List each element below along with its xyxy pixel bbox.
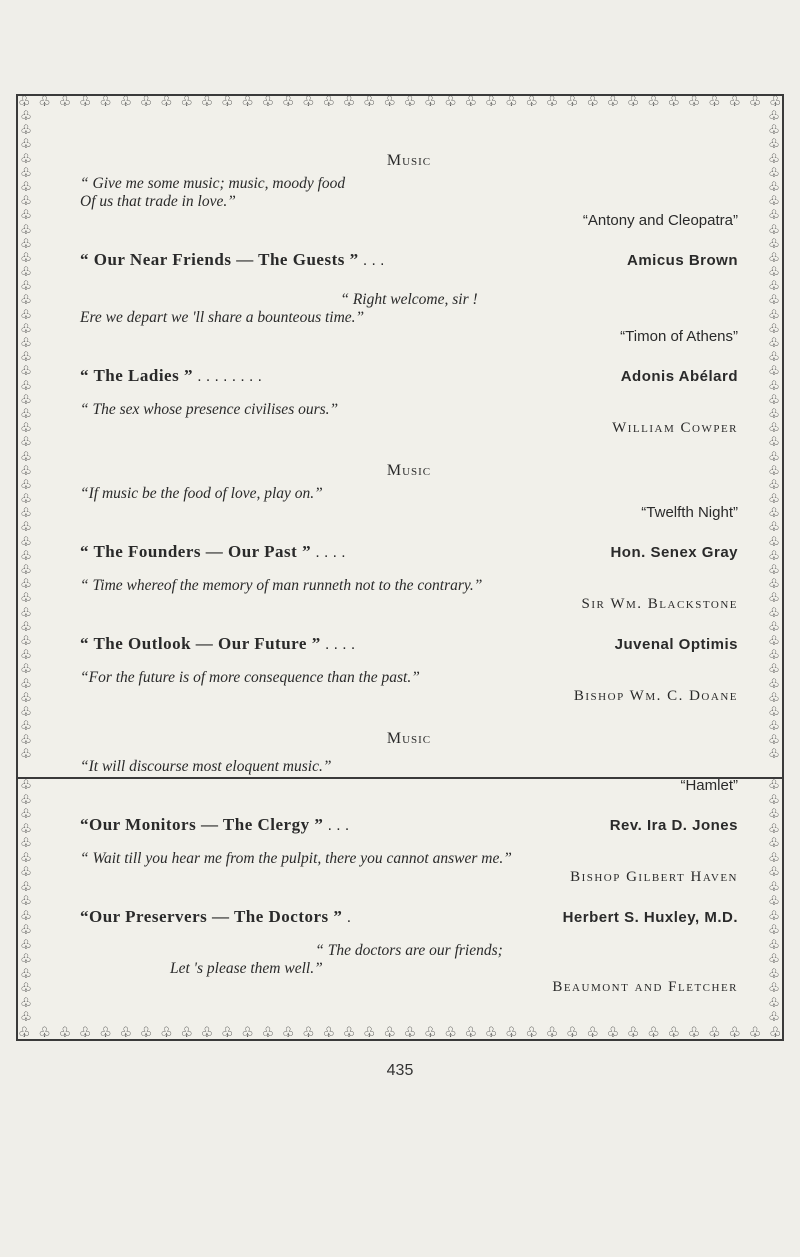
border-ornament-icon: ♧ xyxy=(687,94,701,110)
border-ornament-icon: ♧ xyxy=(20,110,32,124)
page-border-frame xyxy=(16,94,784,779)
border-ornament-icon: ♧ xyxy=(768,406,780,422)
border-ornament-icon: ♧ xyxy=(768,151,780,167)
border-ornament-icon: ♧ xyxy=(20,995,32,1011)
border-ornament-icon: ♧ xyxy=(484,1025,498,1041)
border-ornament-icon: ♧ xyxy=(768,463,780,479)
border-ornament-icon: ♧ xyxy=(261,1025,275,1041)
border-ornament-icon: ♧ xyxy=(99,94,112,110)
border-ornament-icon: ♧ xyxy=(768,995,780,1011)
border-ornament-icon: ♧ xyxy=(20,307,32,323)
border-ornament-icon: ♧ xyxy=(20,966,32,982)
border-ornament-icon: ♧ xyxy=(20,690,32,706)
border-ornament-icon: ♧ xyxy=(464,94,478,110)
border-ornament-icon: ♧ xyxy=(20,591,32,607)
border-ornament-icon: ♧ xyxy=(768,421,780,437)
border-ornament-icon: ♧ xyxy=(20,250,32,266)
border-ornament-icon: ♧ xyxy=(768,378,780,394)
border-ornament-icon: ♧ xyxy=(768,492,780,508)
border-ornament-icon: ♧ xyxy=(748,1025,762,1041)
border-ornament-icon: ♧ xyxy=(768,792,780,808)
toast-speaker: Herbert S. Huxley, M.D. xyxy=(562,909,738,926)
border-ornament-icon: ♧ xyxy=(20,548,32,564)
border-ornament-icon: ♧ xyxy=(768,1025,782,1041)
border-ornament-icon: ♧ xyxy=(20,908,32,924)
border-ornament-icon: ♧ xyxy=(20,648,32,664)
border-ornament-icon: ♧ xyxy=(768,619,780,635)
border-ornament-icon: ♧ xyxy=(20,463,32,479)
border-ornament-icon: ♧ xyxy=(20,506,32,522)
border-ornament-icon: ♧ xyxy=(768,534,780,550)
quote-line: “ Give me some music; music, moody food xyxy=(80,175,346,192)
page-number: 435 xyxy=(386,1062,414,1079)
border-ornament-icon: ♧ xyxy=(20,449,32,465)
border-ornament-icon: ♧ xyxy=(708,94,721,110)
border-ornament-icon: ♧ xyxy=(20,392,32,408)
border-ornament-icon: ♧ xyxy=(768,577,780,593)
border-ornament-icon: ♧ xyxy=(768,110,780,124)
border-ornament-icon: ♧ xyxy=(626,1025,640,1041)
border-ornament-icon: ♧ xyxy=(768,591,780,607)
border-ornament-icon: ♧ xyxy=(20,336,32,351)
border-ornament-icon: ♧ xyxy=(261,94,275,110)
music-heading: Music xyxy=(386,152,432,169)
border-ornament-icon: ♧ xyxy=(20,222,32,238)
quote-attribution: “Twelfth Night” xyxy=(641,504,738,521)
border-ornament-icon: ♧ xyxy=(20,477,32,493)
border-ornament-icon: ♧ xyxy=(768,676,780,692)
border-ornament-icon: ♧ xyxy=(180,94,193,110)
border-ornament-icon: ♧ xyxy=(241,1025,254,1041)
border-ornament-icon: ♧ xyxy=(768,364,780,380)
border-ornament-icon: ♧ xyxy=(20,378,32,394)
music-heading: Music xyxy=(386,462,432,479)
border-ornament-icon: ♧ xyxy=(768,733,780,749)
border-ornament-icon: ♧ xyxy=(20,605,32,621)
border-ornament-icon: ♧ xyxy=(525,94,538,110)
toast-speaker: Juvenal Optimis xyxy=(614,636,738,653)
border-ornament-icon: ♧ xyxy=(383,1025,396,1041)
quote-line: “ The doctors are our friends; xyxy=(315,942,503,959)
music-heading: Music xyxy=(386,730,432,747)
border-ornament-icon: ♧ xyxy=(20,719,32,735)
border-ornament-icon: ♧ xyxy=(728,94,741,110)
border-ornament-icon: ♧ xyxy=(20,194,32,210)
border-ornament-icon: ♧ xyxy=(160,1025,173,1041)
quote-attribution: Beaumont and Fletcher xyxy=(552,979,738,995)
border-ornament-icon: ♧ xyxy=(20,350,32,366)
border-ornament-icon: ♧ xyxy=(220,1025,234,1041)
border-ornament-icon: ♧ xyxy=(363,1025,376,1041)
border-ornament-icon: ♧ xyxy=(20,792,32,808)
border-ornament-icon: ♧ xyxy=(322,1025,336,1041)
quote-line: “If music be the food of love, play on.” xyxy=(80,485,323,502)
border-ornament-icon: ♧ xyxy=(768,307,780,323)
leader-dots: . . . xyxy=(362,252,385,269)
border-ornament-icon: ♧ xyxy=(768,392,780,408)
border-ornament-icon: ♧ xyxy=(525,1025,538,1041)
border-ornament-icon: ♧ xyxy=(768,208,780,224)
border-ornament-icon: ♧ xyxy=(342,1025,356,1041)
border-ornament-icon: ♧ xyxy=(545,1025,559,1041)
border-ornament-icon: ♧ xyxy=(768,952,780,967)
border-ornament-icon: ♧ xyxy=(606,1025,620,1041)
quote-attribution: Bishop Wm. C. Doane xyxy=(573,688,738,704)
border-ornament-icon: ♧ xyxy=(200,1025,214,1041)
toast-row xyxy=(80,907,738,927)
border-ornament-icon: ♧ xyxy=(768,662,780,678)
border-ornament-icon: ♧ xyxy=(444,94,457,110)
border-ornament-icon: ♧ xyxy=(78,1025,92,1041)
border-ornament-icon: ♧ xyxy=(20,421,32,437)
toast-speaker: Hon. Senex Gray xyxy=(610,544,738,561)
border-ornament-icon: ♧ xyxy=(768,137,780,153)
border-ornament-icon: ♧ xyxy=(20,563,32,578)
border-ornament-icon: ♧ xyxy=(768,435,780,451)
border-ornament-icon: ♧ xyxy=(647,94,660,110)
border-ornament-icon: ♧ xyxy=(20,807,32,822)
border-ornament-icon: ♧ xyxy=(20,165,32,181)
toast-title: “ Our Near Friends — The Guests ” xyxy=(80,250,359,269)
border-ornament-icon: ♧ xyxy=(20,779,32,793)
border-ornament-icon: ♧ xyxy=(708,1025,721,1041)
quote-attribution: “Antony and Cleopatra” xyxy=(582,212,738,229)
border-ornament-icon: ♧ xyxy=(667,1025,681,1041)
border-ornament-icon: ♧ xyxy=(768,94,782,110)
leader-dots: . xyxy=(346,909,352,926)
border-ornament-icon: ♧ xyxy=(20,137,32,153)
quote-line: Let 's please them well.” xyxy=(170,960,323,977)
quote-line: “ Right welcome, sir ! xyxy=(340,291,478,308)
border-ornament-icon: ♧ xyxy=(768,293,780,309)
border-ornament-icon: ♧ xyxy=(99,1025,112,1041)
border-ornament-icon: ♧ xyxy=(444,1025,457,1041)
border-ornament-icon: ♧ xyxy=(768,350,780,366)
border-ornament-icon: ♧ xyxy=(768,165,780,181)
border-ornament-icon: ♧ xyxy=(768,123,780,139)
border-ornament-icon: ♧ xyxy=(20,123,32,139)
border-ornament-icon: ♧ xyxy=(667,94,681,110)
border-ornament-icon: ♧ xyxy=(484,94,498,110)
border-ornament-icon: ♧ xyxy=(302,1025,315,1041)
border-ornament-icon: ♧ xyxy=(20,265,32,281)
border-ornament-icon: ♧ xyxy=(20,952,32,967)
border-ornament-icon: ♧ xyxy=(768,865,780,880)
quote-attribution: William Cowper xyxy=(612,420,738,436)
border-ornament-icon: ♧ xyxy=(768,836,780,851)
border-ornament-icon: ♧ xyxy=(20,577,32,593)
toast-speaker: Rev. Ira D. Jones xyxy=(609,817,738,834)
border-ornament-icon: ♧ xyxy=(119,1025,133,1041)
toast-title: “ The Ladies ” xyxy=(80,366,193,385)
border-ornament-icon: ♧ xyxy=(403,1025,417,1041)
quote-line: Of us that trade in love.” xyxy=(80,193,236,210)
toast-speaker: Amicus Brown xyxy=(626,252,738,269)
quote-line: “ The sex whose presence civilises ours.” xyxy=(80,401,339,418)
toast-title: “ The Founders — Our Past ” xyxy=(80,542,312,561)
toast-row xyxy=(80,815,738,835)
border-ornament-icon: ♧ xyxy=(20,279,32,295)
border-ornament-icon: ♧ xyxy=(768,923,780,938)
border-ornament-icon: ♧ xyxy=(768,605,780,621)
border-ornament-icon: ♧ xyxy=(281,1025,295,1041)
border-ornament-icon: ♧ xyxy=(20,865,32,880)
border-ornament-icon: ♧ xyxy=(20,747,32,763)
border-ornament-icon: ♧ xyxy=(20,406,32,422)
border-ornament-icon: ♧ xyxy=(363,94,376,110)
border-ornament-icon: ♧ xyxy=(20,981,32,996)
border-ornament-icon: ♧ xyxy=(768,179,780,195)
border-ornament-icon: ♧ xyxy=(606,94,620,110)
border-ornament-icon: ♧ xyxy=(768,548,780,564)
border-ornament-icon: ♧ xyxy=(768,633,780,649)
border-ornament-icon: ♧ xyxy=(768,250,780,266)
border-ornament-icon: ♧ xyxy=(768,850,780,866)
border-ornament-icon: ♧ xyxy=(768,779,780,793)
border-ornament-icon: ♧ xyxy=(505,94,518,110)
border-ornament-icon: ♧ xyxy=(566,94,579,110)
border-ornament-icon: ♧ xyxy=(20,836,32,851)
border-ornament-icon: ♧ xyxy=(20,937,32,953)
border-ornament-icon: ♧ xyxy=(18,94,31,110)
quote-line: Ere we depart we 'll share a bounteous time.” xyxy=(80,309,365,326)
border-ornament-icon: ♧ xyxy=(383,94,396,110)
border-ornament-icon: ♧ xyxy=(220,94,234,110)
toast-row xyxy=(80,366,738,386)
border-ornament-icon: ♧ xyxy=(139,94,153,110)
border-ornament-icon: ♧ xyxy=(768,336,780,351)
border-ornament-icon: ♧ xyxy=(20,293,32,309)
border-ornament-icon: ♧ xyxy=(768,879,780,895)
border-ornament-icon: ♧ xyxy=(20,520,32,536)
border-ornament-icon: ♧ xyxy=(768,704,780,720)
border-ornament-icon: ♧ xyxy=(768,747,780,763)
quote-line: “For the future is of more consequence than the past.” xyxy=(80,669,420,686)
border-ornament-icon: ♧ xyxy=(38,1025,51,1041)
border-ornament-icon: ♧ xyxy=(768,807,780,822)
toast-title: “ The Outlook — Our Future ” xyxy=(80,634,321,653)
page-border-frame-lower xyxy=(16,758,784,1041)
border-ornament-icon: ♧ xyxy=(281,94,295,110)
leader-dots: . . . . xyxy=(315,544,346,561)
border-ornament-icon: ♧ xyxy=(768,265,780,281)
toast-title: “Our Preservers — The Doctors ” xyxy=(80,907,343,926)
border-ornament-icon: ♧ xyxy=(20,236,32,252)
quote-attribution: “Hamlet” xyxy=(680,777,738,794)
border-ornament-icon: ♧ xyxy=(768,981,780,996)
border-ornament-icon: ♧ xyxy=(20,492,32,508)
border-ornament-icon: ♧ xyxy=(20,1010,32,1025)
border-ornament-icon: ♧ xyxy=(566,1025,579,1041)
border-ornament-icon: ♧ xyxy=(20,821,32,837)
border-ornament-icon: ♧ xyxy=(20,208,32,224)
toast-row xyxy=(80,250,738,270)
border-ornament-icon: ♧ xyxy=(768,821,780,837)
border-ornament-icon: ♧ xyxy=(200,94,214,110)
border-ornament-icon: ♧ xyxy=(20,733,32,749)
border-ornament-icon: ♧ xyxy=(687,1025,701,1041)
border-ornament-icon: ♧ xyxy=(768,194,780,210)
border-ornament-icon: ♧ xyxy=(322,94,336,110)
border-ornament-icon: ♧ xyxy=(342,94,356,110)
quote-line: “It will discourse most eloquent music.” xyxy=(80,758,332,775)
border-ornament-icon: ♧ xyxy=(18,1025,31,1041)
border-ornament-icon: ♧ xyxy=(464,1025,478,1041)
border-ornament-icon: ♧ xyxy=(20,662,32,678)
border-ornament-icon: ♧ xyxy=(403,94,417,110)
border-ornament-icon: ♧ xyxy=(768,279,780,295)
border-ornament-icon: ♧ xyxy=(768,449,780,465)
border-ornament-icon: ♧ xyxy=(768,563,780,578)
border-ornament-icon: ♧ xyxy=(160,94,173,110)
quote-attribution: “Timon of Athens” xyxy=(620,328,738,345)
border-ornament-icon: ♧ xyxy=(768,236,780,252)
border-ornament-icon: ♧ xyxy=(119,94,133,110)
border-ornament-icon: ♧ xyxy=(768,1010,780,1025)
border-ornament-icon: ♧ xyxy=(768,506,780,522)
border-ornament-icon: ♧ xyxy=(768,648,780,664)
border-ornament-icon: ♧ xyxy=(58,94,72,110)
border-ornament-icon: ♧ xyxy=(586,94,599,110)
border-left-ornaments xyxy=(17,110,35,763)
border-ornament-icon: ♧ xyxy=(302,94,315,110)
border-ornament-icon: ♧ xyxy=(20,534,32,550)
leader-dots: . . . . xyxy=(325,636,356,653)
border-ornament-icon: ♧ xyxy=(38,94,51,110)
border-ornament-icon: ♧ xyxy=(20,676,32,692)
border-ornament-icon: ♧ xyxy=(728,1025,741,1041)
border-ornament-icon: ♧ xyxy=(768,719,780,735)
border-ornament-icon: ♧ xyxy=(20,364,32,380)
toast-list xyxy=(80,96,780,777)
border-ornament-icon: ♧ xyxy=(768,520,780,536)
border-ornament-icon: ♧ xyxy=(20,633,32,649)
border-ornament-icon: ♧ xyxy=(423,1025,437,1041)
border-ornament-icon: ♧ xyxy=(423,94,437,110)
border-ornament-icon: ♧ xyxy=(768,222,780,238)
border-ornament-icon: ♧ xyxy=(586,1025,599,1041)
border-ornament-icon: ♧ xyxy=(139,1025,153,1041)
border-ornament-icon: ♧ xyxy=(20,151,32,167)
quote-attribution: Sir Wm. Blackstone xyxy=(581,596,738,612)
border-ornament-icon: ♧ xyxy=(748,94,762,110)
border-ornament-icon: ♧ xyxy=(545,94,559,110)
toast-speaker: Adonis Abélard xyxy=(620,368,738,385)
border-ornament-icon: ♧ xyxy=(20,850,32,866)
quote-line: “ Wait till you hear me from the pulpit, there you cannot answer me.” xyxy=(80,850,512,867)
quote-line: “ Time whereof the memory of man runneth not to the contrary.” xyxy=(80,577,483,594)
border-ornament-icon: ♧ xyxy=(768,966,780,982)
border-ornament-icon: ♧ xyxy=(768,908,780,924)
border-ornament-icon: ♧ xyxy=(20,435,32,451)
border-ornament-icon: ♧ xyxy=(768,937,780,953)
border-ornament-icon: ♧ xyxy=(768,321,780,337)
border-ornament-icon: ♧ xyxy=(78,94,92,110)
border-ornament-icon: ♧ xyxy=(768,894,780,909)
leader-dots: . . . . . . . . xyxy=(197,368,262,385)
quote-attribution: Bishop Gilbert Haven xyxy=(570,869,738,885)
border-ornament-icon: ♧ xyxy=(626,94,640,110)
border-ornament-icon: ♧ xyxy=(20,704,32,720)
toast-row xyxy=(80,634,738,654)
border-ornament-icon: ♧ xyxy=(241,94,254,110)
border-ornament-icon: ♧ xyxy=(768,477,780,493)
border-ornament-icon: ♧ xyxy=(180,1025,193,1041)
border-ornament-icon: ♧ xyxy=(768,690,780,706)
border-ornament-icon: ♧ xyxy=(20,923,32,938)
border-ornament-icon: ♧ xyxy=(58,1025,72,1041)
border-ornament-icon: ♧ xyxy=(20,321,32,337)
border-ornament-icon: ♧ xyxy=(505,1025,518,1041)
border-ornament-icon: ♧ xyxy=(20,894,32,909)
border-left-ornaments xyxy=(17,779,35,1025)
toast-title: “Our Monitors — The Clergy ” xyxy=(80,815,324,834)
leader-dots: . . . xyxy=(327,817,350,834)
border-ornament-icon: ♧ xyxy=(20,879,32,895)
toast-row xyxy=(80,542,738,562)
toast-list-continued xyxy=(80,758,780,1039)
border-ornament-icon: ♧ xyxy=(647,1025,660,1041)
border-ornament-icon: ♧ xyxy=(20,179,32,195)
border-ornament-icon: ♧ xyxy=(20,619,32,635)
